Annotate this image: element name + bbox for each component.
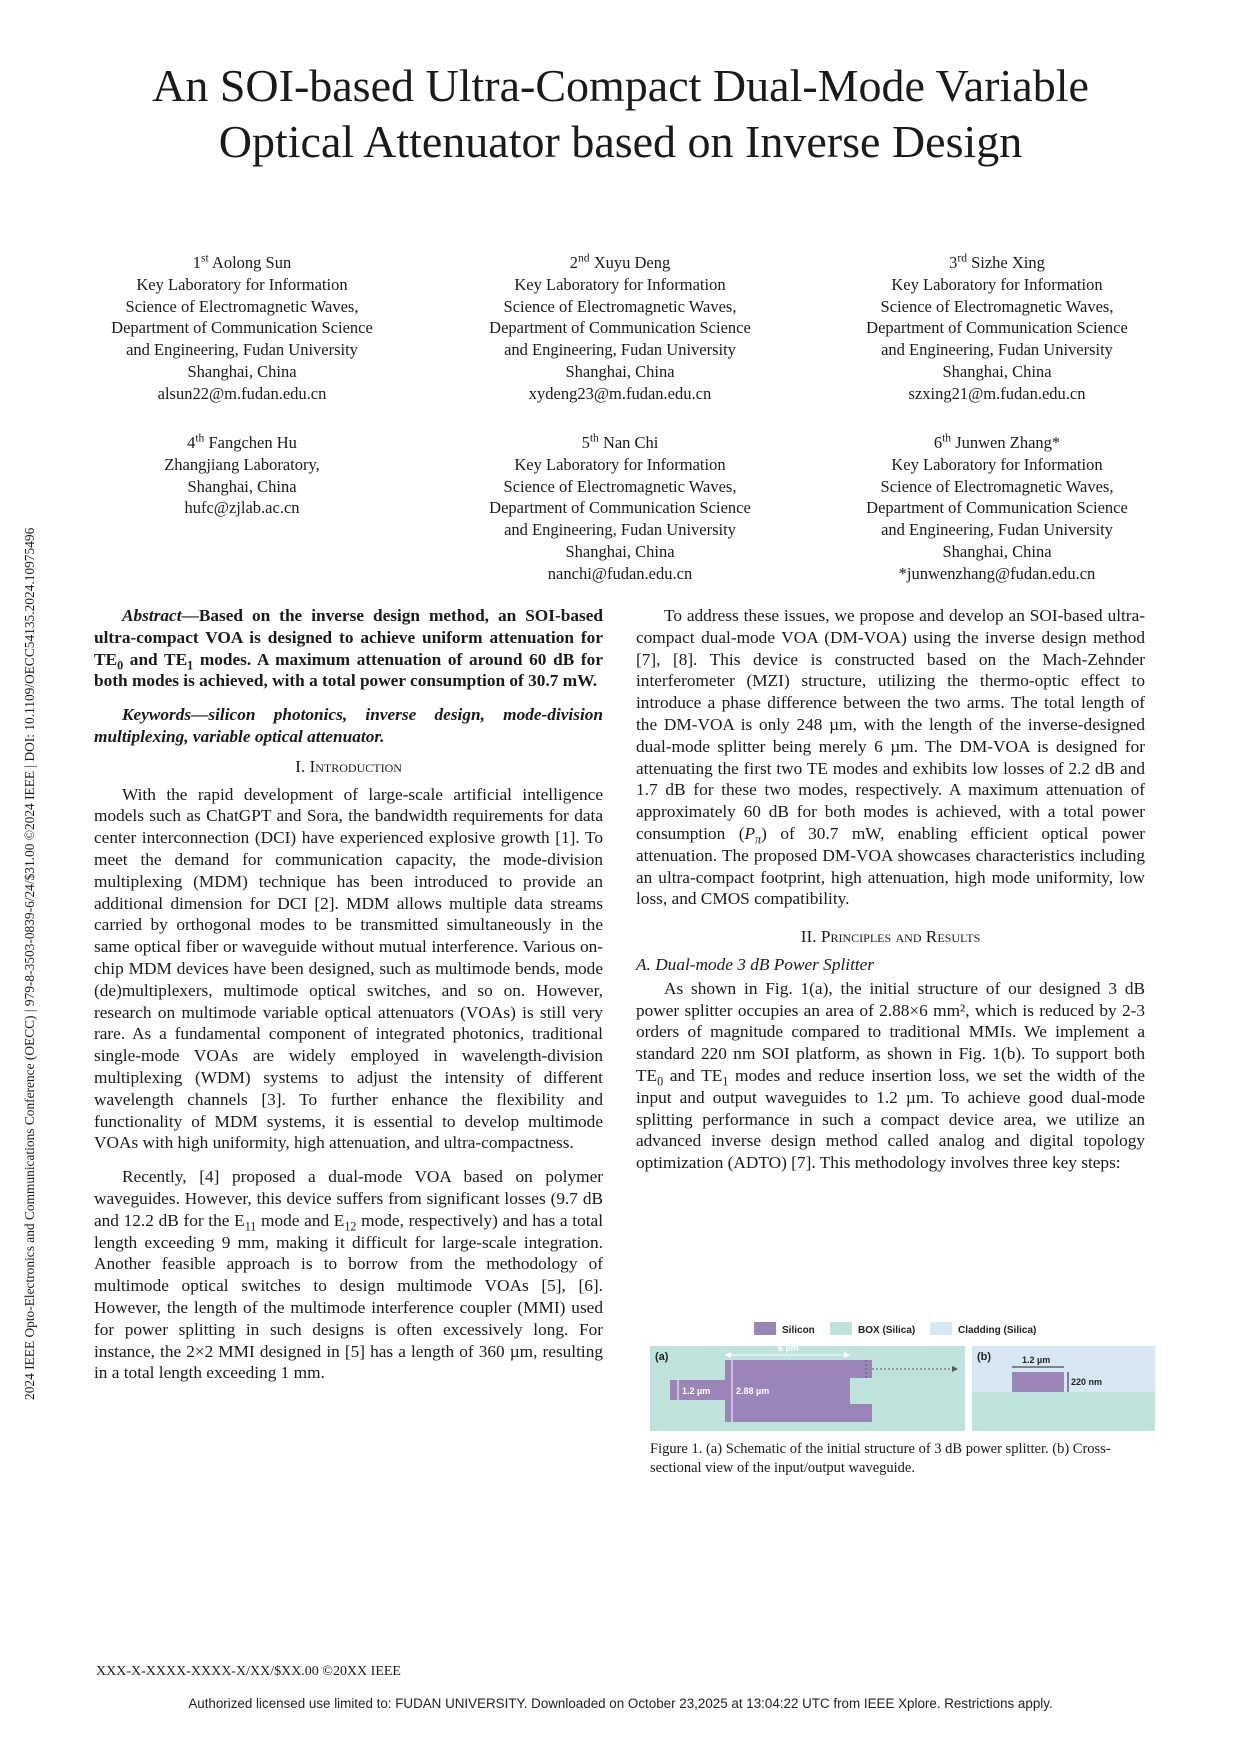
figure-1 xyxy=(650,1316,1155,1431)
subsection-heading-a: A. Dual-mode 3 dB Power Splitter xyxy=(636,954,875,974)
legend-box: BOX (Silica) xyxy=(858,1325,916,1336)
right-paragraph-1: To address these issues, we propose and develop an SOI-based ultra-compact dual-mode VOA (DM-VOA) using the inverse design method [7], [8]. This device is constructed based on the Mach-Zehnder interferometer (MZI) structure, utilizing the thermo-optic effect to introduce a phase difference between the two arms. The total length of the DM-VOA is only 248 µm, with the length of the inverse-designed dual-mode splitter being merely 6 µm. The DM-VOA is designed for attenuating the first two TE modes and exhibits low losses of 2.2 dB and 1.7 dB for these two modes, respectively. A maximum attenuation of approximately 60 dB for both modes is achieved, with a total power consumption $(P_\pi)$ of 30.7 mW, enabling efficient optical power attenuation. The proposed DM-VOA showcases characteristics including an ultra-compact footprint, high attenuation, high mode uniformity, low loss, and CMOS compatibility. xyxy=(636,606,1146,909)
abstract: Abstract—Based on the inverse design method, an SOI-based ultra-compact VOA is designed to achieve uniform attenuation for $TE_0$ and $TE_1$ modes. A maximum attenuation of around 60 dB for both modes is achieved, with a total power consumption of 30.7 mW. xyxy=(94,606,603,691)
title-line-1: An SOI-based Ultra-Compact Dual-Mode Variable xyxy=(152,60,1089,111)
right-paragraph-2: As shown in Fig. 1(a), the initial structure of our designed 3 dB power splitter occupies an area of 2.88×6 mm², which is reduced by 2-3 orders of magnitude compared to traditional MMIs. We implement a standard 220 nm SOI platform, as shown in Fig. 1(b). To support both $TE_0$ and $TE_1$ modes and reduce insertion loss, we set the width of the input and output waveguides to 1.2 µm. To achieve good dual-mode splitting performance in such a compact device area, we utilize an advanced inverse design method called analog and digital topology optimization (ADTO) [7]. This methodology involves three key steps: xyxy=(636,978,1145,1173)
dim-label-288um: 2.88 µm xyxy=(736,1386,770,1396)
author-name: 2nd Xuyu Deng xyxy=(569,252,671,272)
author-name: 6th Junwen Zhang* xyxy=(933,432,1061,452)
author-email: alsun22@m.fudan.edu.cn xyxy=(157,383,327,403)
author-block-3: 3rd Sizhe Xing Key Laboratory for Information Science of Electromagnetic Waves, Department of Communication Science and Engineering, Fudan University Shanghai, China szxing21@m.fudan.edu.cn xyxy=(832,252,1162,405)
author-name: 1st Aolong Sun xyxy=(192,252,292,272)
intro-paragraph-2: Recently, [4] proposed a dual-mode VOA based on polymer waveguides. However, this device suffers from significant losses (9.7 dB and 12.2 dB for the $E_{11}$ mode and $E_{12}$ mode, respectively) and has a total length exceeding 9 mm, making it difficult for large-scale integration. Another feasible approach is to borrow from the methodology of multimode optical switches to design multimode VOAs [5], [6]. However, the length of the multimode interference coupler (MMI) used for power splitting in such designs is often excessively long. For instance, the 2×2 MMI designed in [5] has a length of 360 µm, resulting in a total length exceeding 1 mm. xyxy=(94,1167,604,1383)
license-notice: Authorized licensed use limited to: FUDAN UNIVERSITY. Downloaded on October 23,2025 at 13:04:22 UTC from IEEE Xplore. Restrictions apply. xyxy=(188,1696,1053,1711)
doi-sidebar: 2024 IEEE Opto-Electronics and Communications Conference (OECC) | 979-8-3503-0839-6/24/$31.00 ©2024 IEEE | DOI: 10.1109/OECC54135.2024.10975496 xyxy=(22,527,37,1400)
copyright-code: XXX-X-XXXX-XXXX-X/XX/$XX.00 ©20XX IEEE xyxy=(96,1664,401,1679)
right-column xyxy=(636,605,1145,1174)
legend-cladding-swatch xyxy=(930,1322,952,1335)
author-block-4: 4th Fangchen Hu Zhangjiang Laboratory, Shanghai, China hufc@zjlab.ac.cn xyxy=(77,432,407,519)
dim-label-220nm: 220 nm xyxy=(1071,1377,1103,1387)
dim-label-12um-b: 1.2 µm xyxy=(1022,1355,1051,1365)
legend-cladding: Cladding (Silica) xyxy=(958,1325,1037,1336)
keywords: Keywords—silicon photonics, inverse design, mode-division multiplexing, variable optical attenuator. xyxy=(94,705,603,746)
author-email: hufc@zjlab.ac.cn xyxy=(184,498,300,518)
left-column xyxy=(94,605,603,1384)
author-email: szxing21@m.fudan.edu.cn xyxy=(908,383,1086,403)
section-heading-introduction: I. Introduction xyxy=(295,756,402,776)
panel-b-label: (b) xyxy=(977,1351,992,1363)
author-name: 5th Nan Chi xyxy=(581,432,659,452)
title-line-2: Optical Attenuator based on Inverse Design xyxy=(218,116,1023,167)
legend-silicon-swatch xyxy=(754,1322,776,1335)
legend-box-swatch xyxy=(830,1322,852,1335)
panel-a-label: (a) xyxy=(655,1351,669,1363)
output-waveguide-top xyxy=(850,1360,872,1378)
author-email: xydeng23@m.fudan.edu.cn xyxy=(528,383,712,403)
author-block-6: 6th Junwen Zhang* Key Laboratory for Information Science of Electromagnetic Waves, Department of Communication Science and Engineering, Fudan University Shanghai, China *junwenzhang@fudan.edu.cn xyxy=(832,432,1162,585)
dim-label-12um: 1.2 µm xyxy=(682,1386,711,1396)
author-name: 4th Fangchen Hu xyxy=(187,432,297,452)
author-email: *junwenzhang@fudan.edu.cn xyxy=(898,563,1096,583)
output-waveguide-bottom xyxy=(850,1404,872,1422)
section-heading-principles: II. Principles and Results xyxy=(800,927,981,947)
dim-label-6um: 6 µm xyxy=(778,1343,799,1353)
legend-silicon: Silicon xyxy=(782,1325,815,1336)
author-block-1: 1st Aolong Sun Key Laboratory for Information Science of Electromagnetic Waves, Department of Communication Science and Engineering, Fudan University Shanghai, China alsun22@m.fudan.edu.cn xyxy=(77,252,407,405)
author-block-5: 5th Nan Chi Key Laboratory for Information Science of Electromagnetic Waves, Department of Communication Science and Engineering, Fudan University Shanghai, China nanchi@fudan.edu.cn xyxy=(455,432,785,585)
intro-paragraph-1: With the rapid development of large-scale artificial intelligence models such as ChatGPT and Sora, the bandwidth requirements for data center interconnection (DCI) have experienced explosive growth [1]. To meet the demand for communication capacity, the mode-division multiplexing (MDM) technique has been introduced to provide an additional dimension for DCI [2]. MDM allows multiple data streams carried by orthogonal modes to be transmitted simultaneously in the same optical fiber or waveguide without mutual interference. Various on-chip MDM devices have been designed, such as multimode bends, mode (de)multiplexers, multimode optical switches, and so on. However, research on multimode variable optical attenuators (VOAs) is still very rare. As a fundamental component of integrated photonics, traditional single-mode VOAs are widely employed in wavelength-division multiplexing (WDM) systems to adjust the intensity of different wavelength channels [3]. To further enhance the flexibility and functionality of MDM systems, it is essential to develop multimode VOAs with high uniformity, high attenuation, and ultra-compactness. xyxy=(94,784,603,1153)
author-block-2: 2nd Xuyu Deng Key Laboratory for Information Science of Electromagnetic Waves, Department of Communication Science and Engineering, Fudan University Shanghai, China xydeng23@m.fudan.edu.cn xyxy=(455,252,785,405)
panel-b-box xyxy=(972,1392,1155,1431)
author-name: 3rd Sizhe Xing xyxy=(949,252,1045,272)
author-email: nanchi@fudan.edu.cn xyxy=(547,563,693,583)
paper-title xyxy=(60,58,1181,170)
figure-caption: Figure 1. (a) Schematic of the initial structure of 3 dB power splitter. (b) Cross-sectional view of the input/output waveguide. xyxy=(650,1441,1111,1476)
waveguide-cross-section xyxy=(1012,1372,1064,1392)
